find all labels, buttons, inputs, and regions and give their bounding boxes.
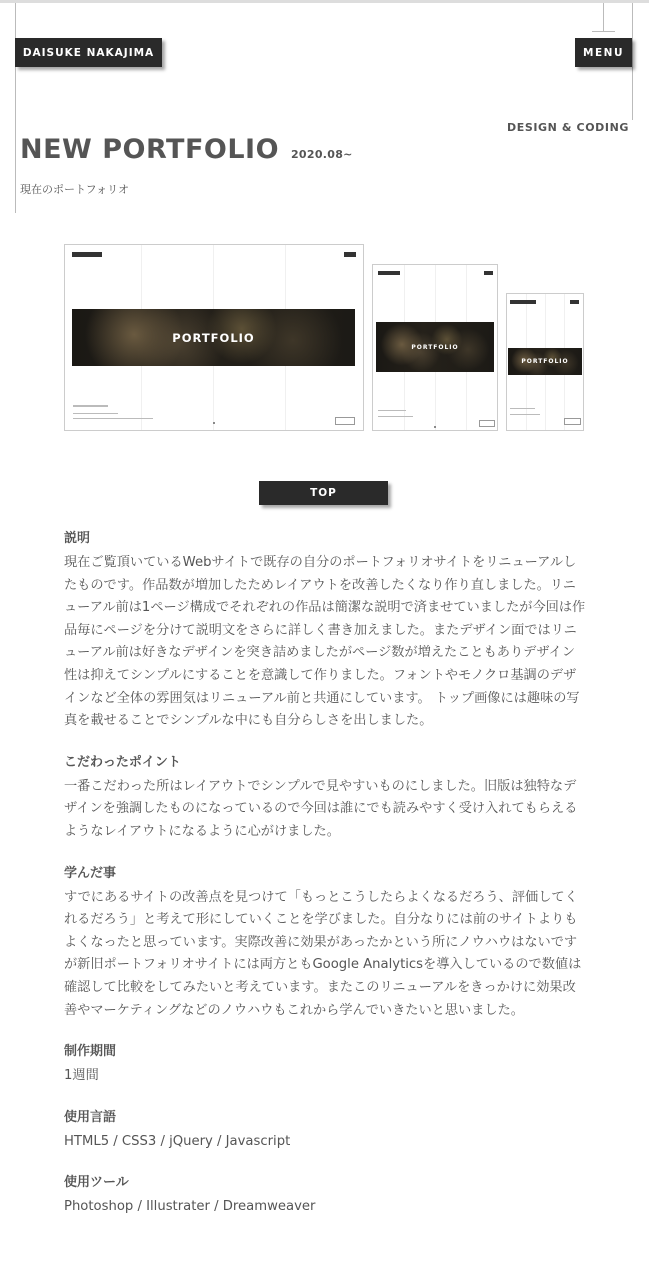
- section-heading: 説明: [64, 531, 91, 546]
- section-heading: 学んだ事: [64, 865, 117, 881]
- right-frame-line: [632, 3, 633, 120]
- desktop-preview-image: [64, 244, 364, 431]
- top-border: [0, 0, 649, 3]
- tablet-preview-image: [372, 264, 498, 431]
- menu-button[interactable]: MENU: [575, 38, 632, 67]
- page-title: [20, 134, 353, 165]
- section-learned: [64, 862, 586, 1023]
- page-subtitle: 現在のポートフォリオ: [20, 183, 130, 196]
- section-heading: 使用言語: [64, 1109, 117, 1125]
- section-points: [64, 751, 586, 844]
- mobile-banner-text: PORTFOLIO: [521, 358, 569, 365]
- logo-button[interactable]: DAISUKE NAKAJIMA: [15, 38, 162, 67]
- work-category: DESIGN & CODING: [506, 121, 629, 134]
- tablet-banner-text: PORTFOLIO: [411, 343, 459, 351]
- section-body: 一番こだわった所はレイアウトでシンプルで見やすいものにしました。旧版は独特なデザインを強調したものになっているので今回は誰にでも読みやすく受け入れてもらえるようなレイアウトになるように心がけました。: [64, 778, 578, 839]
- work-date: 2020.08~: [290, 148, 353, 161]
- menu-hanger-line: [603, 3, 604, 31]
- title-text: NEW PORTFOLIO: [20, 134, 280, 165]
- section-body: Photoshop / Illustrater / Dreamweaver: [64, 1199, 316, 1215]
- section-heading: こだわったポイント: [64, 754, 181, 770]
- section-tools: [64, 1171, 586, 1219]
- section-body: 現在ご覧頂いているWebサイトで既存の自分のポートフォリオサイトをリニューアルしたものです。作品数が増加したためレイアウトを改善したくなり作り直しました。リニューアル前は1ページ構成でそれぞれの作品は簡潔な説明で済ませていましたが今回は作品毎にページを分けて説明文をさらに詳しく書き加えました。またデザイン面ではリニューアル前は好きなデザインを突き詰めましたがページ数が増えたこともありデザイン性は抑えてシンプルにすることを意識して作りました。フォントやモノクロ基調のデザインなど全体の雰囲気はリニューアル前と共通にしています。 トップ画像には趣味の写真を載せることでシンプルな中にも自分らしさを出しました。: [64, 555, 586, 729]
- section-languages: [64, 1106, 586, 1154]
- work-details: [64, 527, 586, 1219]
- top-button[interactable]: TOP: [259, 481, 388, 505]
- section-heading: 使用ツール: [64, 1175, 129, 1191]
- section-period: [64, 1040, 586, 1088]
- mobile-banner: [508, 348, 582, 375]
- menu-hanger-bar: [592, 31, 615, 32]
- section-body: 1週間: [64, 1068, 99, 1084]
- section-body: HTML5 / CSS3 / jQuery / Javascript: [64, 1133, 291, 1149]
- desktop-banner: [72, 309, 355, 366]
- mobile-preview-image: [506, 293, 584, 431]
- tablet-banner: [376, 322, 494, 372]
- section-body: すでにあるサイトの改善点を見つけて「もっとこうしたらよくなるだろう、評価してくれるだろう」と考えて形にしていくことを学びました。自分なりには前のサイトよりもよくなったと思っています。実際改善に効果があったかという所にノウハウはないですが新旧ポートフォリオサイトには両方ともGoogle Analyticsを導入しているので数値は確認して比較をしてみたいと考えています。またこのリニューアルをきっかけに効果改善やマーケティングなどのノウハウもこれから学んでいきたいと思いました。: [64, 889, 582, 1018]
- desktop-banner-text: PORTFOLIO: [172, 330, 255, 345]
- left-frame-line: [15, 3, 16, 213]
- section-heading: 制作期間: [64, 1044, 117, 1060]
- section-description: [64, 527, 586, 733]
